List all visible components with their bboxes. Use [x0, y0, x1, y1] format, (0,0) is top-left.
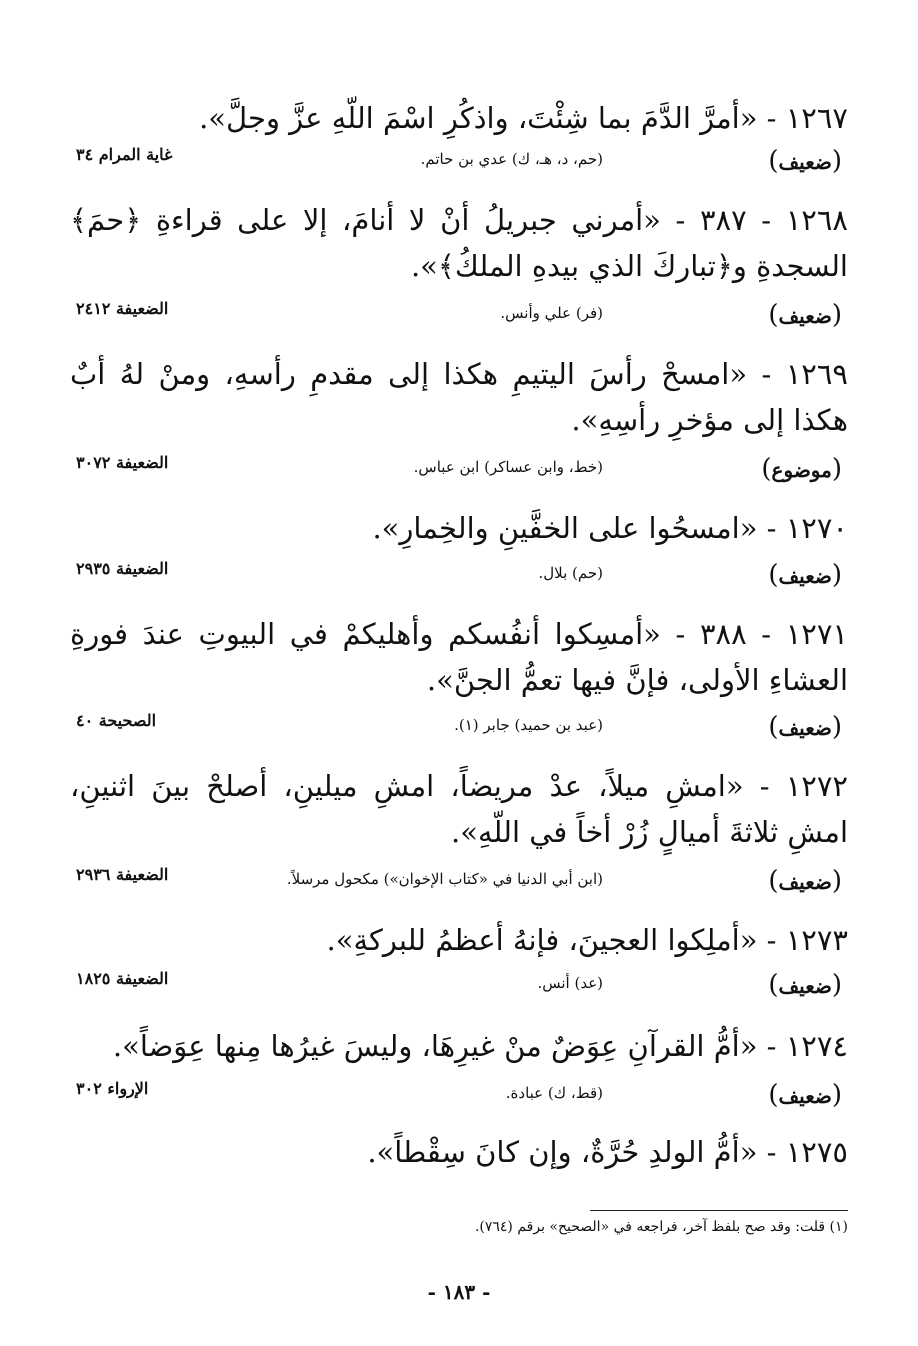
- grade-label: (ضعيف): [768, 146, 842, 176]
- reference-text: غاية المرام ٣٤: [76, 145, 173, 164]
- hadith-1270-line-1: ١٢٧٠ - «امسحُوا على الخفَّينِ والخِمارِ».: [372, 511, 848, 545]
- source-text: (عد) أنس.: [537, 974, 603, 992]
- hadith-1271-meta: [70, 710, 848, 750]
- hadith-1269-meta: [70, 452, 848, 492]
- source-text: (حم) بلال.: [538, 564, 603, 582]
- footnote: (١) قلت: وقد صح بلفظ آخر، فراجعه في «الصحيح» برقم (٧٦٤).: [474, 1219, 848, 1235]
- hadith-1269-line-2: هكذا إلى مؤخرِ رأسِهِ».: [571, 403, 848, 437]
- reference-text: الضعيفة ٢٩٣٥: [76, 559, 169, 578]
- hadith-1271-line-2: العشاءِ الأولى، فإنَّ فيها تعمُّ الجنَّ».: [426, 663, 848, 697]
- source-text: (ابن أبي الدنيا في «كتاب الإخوان») مكحول مرسلاً.: [286, 870, 603, 888]
- hadith-1272-line-1: ١٢٧٢ - «امشِ ميلاً، عدْ مريضاً، امشِ ميلينِ، أصلحْ بينَ اثنينِ،: [70, 769, 848, 803]
- grade-label: (ضعيف): [768, 300, 842, 330]
- grade-label: (ضعيف): [768, 970, 842, 1000]
- hadith-1267-line-1: ١٢٦٧ - «أمرَّ الدَّمَ بما شِئْتَ، واذكُرِ اسْمَ اللّهِ عزَّ وجلَّ».: [199, 101, 848, 135]
- hadith-1272-line-2: امشِ ثلاثةَ أميالٍ زُرْ أخاً في اللّهِ».: [451, 815, 848, 849]
- hadith-1270-meta: [70, 558, 848, 598]
- grade-label: (ضعيف): [768, 1080, 842, 1110]
- reference-text: الضعيفة ٢٤١٢: [76, 299, 169, 318]
- reference-text: الضعيفة ٣٠٧٢: [76, 453, 169, 472]
- hadith-1268-meta: [70, 298, 848, 338]
- source-text: (عبد بن حميد) جابر (١).: [454, 716, 603, 734]
- page-number: - ١٨٣ -: [427, 1280, 491, 1304]
- grade-label: (ضعيف): [768, 560, 842, 590]
- hadith-1274-line-1: ١٢٧٤ - «أمُّ القرآنِ عِوَضٌ منْ غيرِهَا، وليسَ غيرُها مِنها عِوَضاً».: [112, 1029, 848, 1063]
- hadith-1273-meta: [70, 968, 848, 1008]
- source-text: (حم، د، هـ، ك) عدي بن حاتم.: [420, 150, 603, 168]
- hadith-1272-meta: [70, 864, 848, 904]
- hadith-1267-meta: [70, 144, 848, 184]
- reference-text: الضعيفة ١٨٢٥: [76, 969, 169, 988]
- reference-text: الضعيفة ٢٩٣٦: [76, 865, 169, 884]
- hadith-1274-meta: [70, 1078, 848, 1118]
- hadith-1275-line-1: ١٢٧٥ - «أمُّ الولدِ حُرَّةٌ، وإن كانَ سِقْطاً».: [367, 1135, 848, 1169]
- grade-label: (ضعيف): [768, 866, 842, 896]
- reference-text: الإرواء ٣٠٢: [76, 1079, 149, 1098]
- source-text: (فر) علي وأنس.: [500, 304, 603, 322]
- reference-text: الصحيحة ٤٠: [76, 711, 157, 730]
- hadith-1273-line-1: ١٢٧٣ - «أملِكوا العجينَ، فإنهُ أعظمُ للبركةِ».: [326, 923, 848, 957]
- hadith-1268-line-1: ١٢٦٨ - ٣٨٧ - «أمرني جبريلُ أنْ لا أنامَ، إلا على قراءةِ ﴿حمَ﴾: [70, 203, 848, 237]
- grade-label: (موضوع): [761, 454, 842, 484]
- hadith-1268-line-2: السجدةِ و﴿تباركَ الذي بيدهِ الملكُ﴾».: [410, 249, 848, 283]
- source-text: (قط، ك) عبادة.: [505, 1084, 603, 1102]
- grade-label: (ضعيف): [768, 712, 842, 742]
- hadith-1269-line-1: ١٢٦٩ - «امسحْ رأسَ اليتيمِ هكذا إلى مقدمِ رأسهِ، ومنْ لهُ أبٌ: [70, 357, 848, 391]
- footnote-divider: [590, 1210, 848, 1211]
- hadith-1271-line-1: ١٢٧١ - ٣٨٨ - «أمسِكوا أنفُسكم وأهليكمْ في البيوتِ عندَ فورةِ: [70, 617, 848, 651]
- source-text: (خط، وابن عساكر) ابن عباس.: [413, 458, 603, 476]
